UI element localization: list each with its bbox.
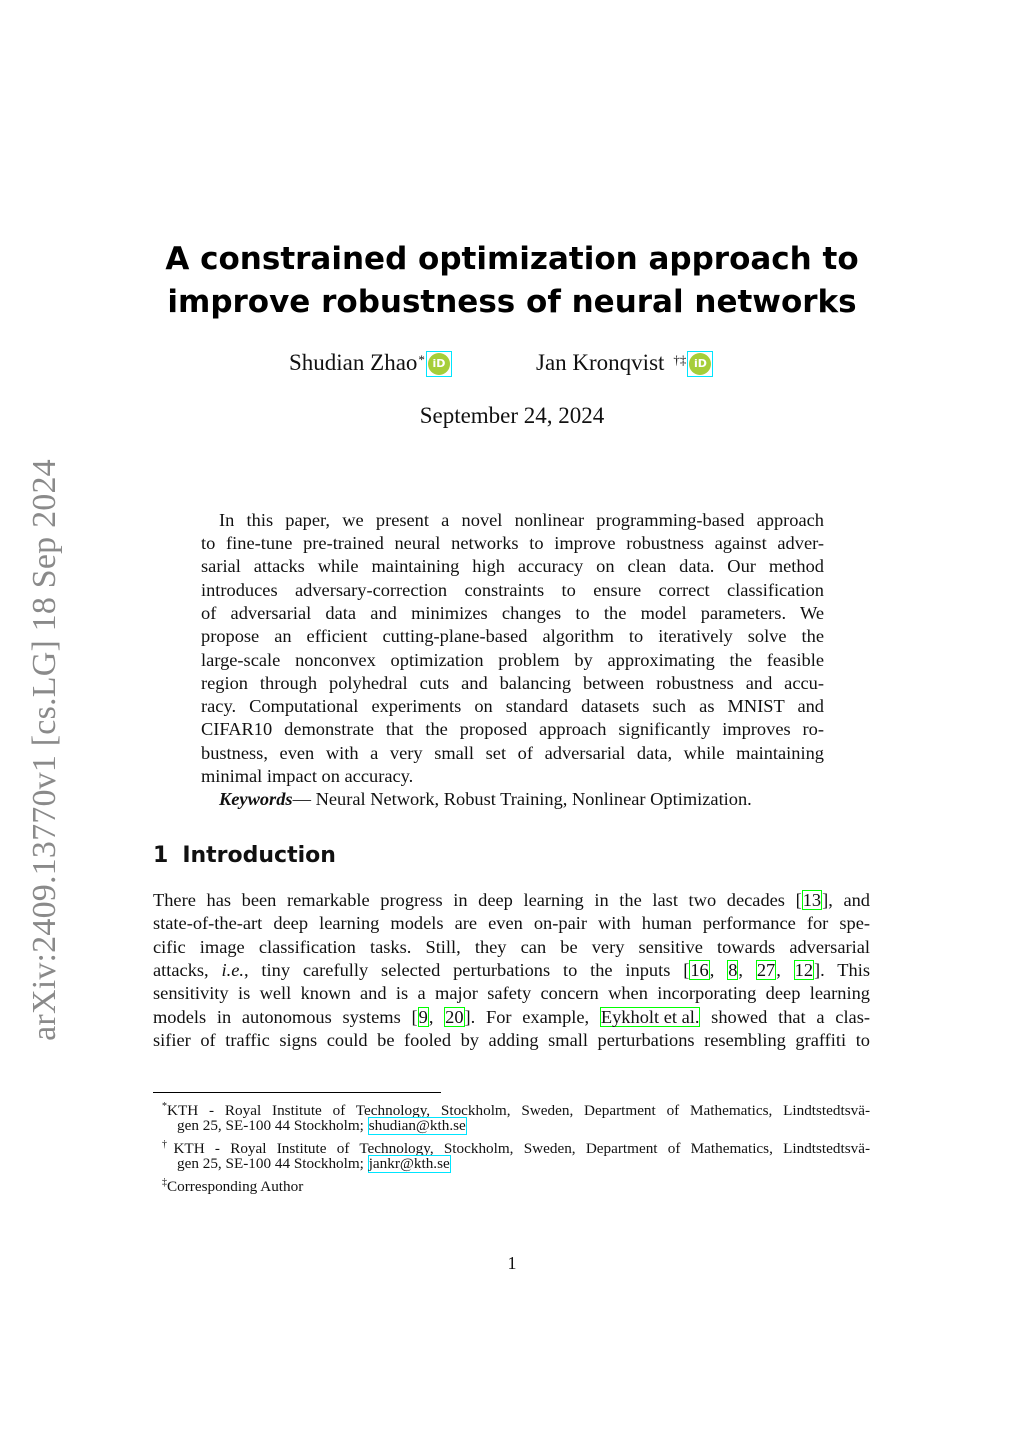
footnote-line (162, 1173, 303, 1196)
email-link[interactable]: jankr@kth.se (368, 1155, 450, 1172)
body-line: sensitivity is well known and is a major safety concern when incorporating deep learning (153, 983, 870, 1003)
orcid-icon: iD (689, 353, 711, 375)
keywords-line (219, 788, 824, 811)
citation-link[interactable]: 8 (728, 960, 738, 980)
abstract-line: minimal impact on accuracy. (201, 766, 414, 786)
abstract-line: propose an efficient cutting-plane-based algorithm to iteratively solve the (201, 626, 824, 646)
section-number: 1 (153, 843, 169, 868)
footnote-text: gen 25, SE-100 44 Stockholm; (177, 1155, 368, 1172)
section-heading (153, 843, 336, 868)
title-line: A constrained optimization approach to (165, 241, 859, 277)
author-footnote-mark: †‡ (673, 352, 687, 367)
footnote-text: KTH - Royal Institute of Technology, Stockholm, Sweden, Department of Mathematics, Lindtstedtsvä- (173, 1140, 871, 1157)
footnote-mark: * (162, 1101, 167, 1112)
footnote-rule (153, 1092, 441, 1093)
text-run: . For example, (470, 1007, 600, 1027)
footnote-mark: ‡ (162, 1177, 167, 1188)
section-title: Introduction (182, 843, 336, 868)
author-name: Jan Kronqvist (536, 350, 665, 375)
abstract-line: introduces adversary-correction constraints to ensure correct classification (201, 580, 824, 600)
text-run: , and (828, 890, 871, 910)
abstract-line: CIFAR10 demonstrate that the proposed approach significantly improves ro- (201, 719, 824, 739)
orcid-icon: iD (428, 353, 450, 375)
footnote-mark: † (162, 1139, 174, 1150)
footnote-text: KTH - Royal Institute of Technology, Stockholm, Sweden, Department of Mathematics, Lindtstedtsvä- (167, 1102, 870, 1119)
citation-link[interactable]: 16 (690, 960, 709, 980)
keywords-label: Keywords (219, 789, 293, 809)
author-1 (289, 350, 452, 377)
title-line: improve robustness of neural networks (167, 284, 857, 320)
abstract-line: sarial attacks while maintaining high accuracy on clean data. Our method (201, 556, 824, 576)
abstract-line: bustness, even with a very small set of adversarial data, while maintaining (201, 743, 824, 763)
arxiv-side-stamp: arXiv:2409.13770v1 [cs.LG] 18 Sep 2024 (26, 459, 63, 1041)
body-line: sifier of traffic signs could be fooled by adding small perturbations resembling graffiti to (153, 1030, 870, 1050)
text-run: showed that a clas- (700, 1007, 870, 1027)
text-run: models in autonomous systems (153, 1007, 412, 1027)
text-run: . This (820, 960, 870, 980)
abstract-line: to fine-tune pre-trained neural networks to improve robustness against adver- (201, 533, 824, 553)
footnote-line (177, 1154, 451, 1173)
text-run: , tiny carefully selected perturbations to the inputs (243, 960, 684, 980)
paper-date: September 24, 2024 (419, 403, 605, 428)
footnote-text: gen 25, SE-100 44 Stockholm; (177, 1117, 368, 1134)
abstract-line: racy. Computational experiments on standard datasets such as MNIST and (201, 696, 824, 716)
body-line: attacks, i.e., tiny carefully selected perturbations to the inputs [16, 8, 27, 12]. This (153, 960, 870, 980)
email-link[interactable]: shudian@kth.se (368, 1117, 466, 1134)
abstract-line: of adversarial data and minimizes changes to the model parameters. We (201, 603, 824, 623)
footnote-text: Corresponding Author (167, 1178, 304, 1195)
abstract-line: In this paper, we present a novel nonlinear programming-based approach (219, 510, 824, 530)
abstract-line: large-scale nonconvex optimization problem by approximating the feasible (201, 650, 824, 670)
keywords-text: — Neural Network, Robust Training, Nonlinear Optimization. (292, 789, 752, 809)
author-citation-link[interactable]: Eykholt et al. (600, 1007, 700, 1027)
citation-link[interactable]: 20 (445, 1007, 464, 1027)
citation-link[interactable]: 9 (418, 1007, 428, 1027)
author-2 (536, 350, 713, 377)
body-line: cific image classification tasks. Still, they can be very sensitive towards adversarial (153, 937, 870, 957)
text-run: i.e. (221, 960, 244, 980)
body-line: There has been remarkable progress in deep learning in the last two decades [13], and (153, 890, 871, 910)
orcid-link[interactable] (687, 351, 713, 377)
page-number: 1 (507, 1253, 517, 1273)
orcid-link[interactable] (426, 351, 452, 377)
body-line: state-of-the-art deep learning models are even on-pair with human performance for spe- (153, 913, 870, 933)
text-run: attacks, (153, 960, 222, 980)
text-run: There has been remarkable progress in deep learning in the last two decades (153, 890, 796, 910)
abstract-line: region through polyhedral cuts and balancing between robustness and accu- (201, 673, 824, 693)
author-footnote-mark: * (418, 352, 425, 367)
citation-link[interactable]: 12 (794, 960, 814, 980)
footnote-line (177, 1116, 467, 1135)
body-line: models in autonomous systems [9, 20]. For example, Eykholt et al. showed that a clas- (153, 1007, 870, 1027)
citation-link[interactable]: 13 (802, 890, 822, 910)
paper-title (150, 238, 874, 324)
citation-link[interactable]: 27 (756, 960, 776, 980)
author-name: Shudian Zhao (289, 350, 418, 375)
